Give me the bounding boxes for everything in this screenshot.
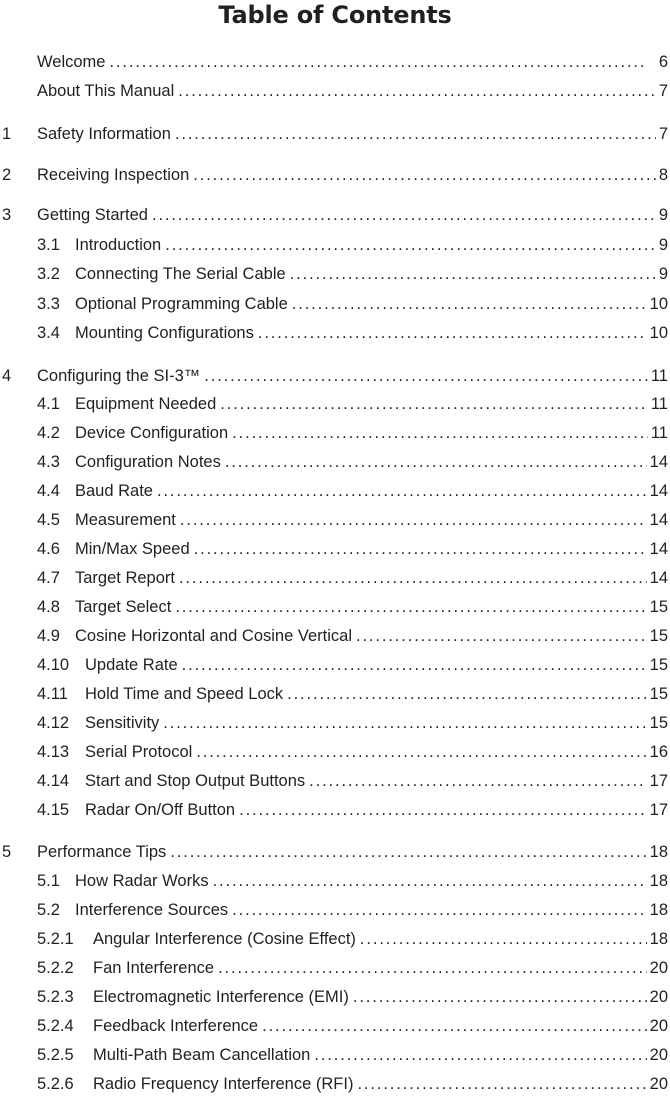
dot-leader — [194, 538, 647, 560]
entry-title — [37, 712, 163, 734]
page-number: 15 — [649, 598, 668, 616]
subsection-number: 3.3 — [37, 295, 60, 313]
entry-title — [37, 123, 175, 145]
page-number: 11 — [650, 395, 668, 413]
page-number: 15 — [649, 685, 668, 703]
page-number: 18 — [649, 872, 668, 890]
dot-leader — [180, 509, 647, 531]
dot-leader — [109, 51, 655, 73]
entry-label: Angular Interference (Cosine Effect) — [93, 930, 356, 948]
subsection-number: 4.8 — [37, 598, 60, 616]
dot-leader — [204, 365, 648, 387]
entry-title — [37, 164, 193, 186]
dot-leader — [353, 986, 647, 1008]
subsection-number: 5.2 — [37, 901, 60, 919]
subsection-number: 4.6 — [37, 540, 60, 558]
entry-label: Target Select — [75, 598, 172, 616]
dot-leader — [165, 234, 656, 256]
dot-leader — [309, 770, 647, 792]
entry-title — [37, 1073, 357, 1095]
toc-entry[interactable] — [0, 234, 670, 256]
entry-title — [37, 451, 225, 473]
entry-label: Configuration Notes — [75, 453, 221, 471]
toc-entry[interactable] — [0, 509, 670, 531]
dot-leader — [220, 393, 648, 415]
subsection-number: 4.1 — [37, 395, 60, 413]
subsection-number: 5.2.2 — [37, 959, 74, 977]
entry-title — [37, 204, 152, 226]
entry-label: How Radar Works — [75, 872, 209, 890]
entry-title — [37, 1044, 314, 1066]
entry-title — [37, 422, 232, 444]
subsection-number: 3.2 — [37, 265, 60, 283]
entry-label: Performance Tips — [37, 843, 167, 861]
entry-title — [37, 799, 239, 821]
dot-leader — [182, 654, 647, 676]
page-number: 20 — [649, 959, 668, 977]
entry-title — [37, 770, 309, 792]
toc-entry[interactable] — [0, 80, 670, 102]
toc-entry[interactable] — [0, 596, 670, 618]
subsection-number: 4.3 — [37, 453, 60, 471]
subsection-number: 4.10 — [37, 656, 70, 674]
entry-label: Equipment Needed — [75, 395, 217, 413]
section-number: 3 — [2, 206, 12, 224]
dot-leader — [357, 1073, 646, 1095]
subsection-number: 5.1 — [37, 872, 60, 890]
page-number: 14 — [649, 511, 668, 529]
dot-leader — [287, 683, 647, 705]
entry-title — [37, 538, 194, 560]
toc-entry[interactable] — [0, 204, 670, 226]
dot-leader — [196, 741, 646, 763]
subsection-number: 4.12 — [37, 714, 70, 732]
page-number: 11 — [650, 424, 668, 442]
dot-leader — [152, 204, 656, 226]
subsection-number: 3.4 — [37, 324, 60, 342]
subsection-number: 4.15 — [37, 801, 70, 819]
dot-leader — [239, 799, 647, 821]
entry-label: Update Rate — [85, 656, 178, 674]
dot-leader — [175, 596, 646, 618]
dot-leader — [258, 322, 647, 344]
subsection-number: 5.2.6 — [37, 1075, 74, 1093]
toc-entry[interactable] — [0, 1044, 670, 1066]
toc-entry[interactable] — [0, 51, 670, 73]
entry-label: Cosine Horizontal and Cosine Vertical — [75, 627, 352, 645]
entry-label: Multi-Path Beam Cancellation — [93, 1046, 311, 1064]
dot-leader — [170, 841, 646, 863]
dot-leader — [218, 957, 647, 979]
page-number: 15 — [649, 627, 668, 645]
toc-entry[interactable] — [0, 625, 670, 647]
toc-entry[interactable] — [0, 986, 670, 1008]
dot-leader — [193, 164, 656, 186]
dot-leader — [178, 80, 656, 102]
entry-label: Target Report — [75, 569, 175, 587]
dot-leader — [262, 1015, 647, 1037]
entry-label: Electromagnetic Interference (EMI) — [93, 988, 349, 1006]
entry-label: Configuring the SI-3™ — [37, 367, 201, 385]
entry-label: Welcome — [37, 53, 106, 71]
entry-title — [37, 596, 175, 618]
page-number: 6 — [658, 53, 668, 71]
entry-title — [37, 51, 109, 73]
section-number: 2 — [2, 166, 12, 184]
toc-entry[interactable] — [0, 123, 670, 145]
toc-entry[interactable] — [0, 365, 670, 387]
dot-leader — [314, 1044, 646, 1066]
page-number: 11 — [650, 367, 668, 385]
dot-leader — [225, 451, 647, 473]
entry-title — [37, 928, 360, 950]
subsection-number: 5.2.5 — [37, 1046, 74, 1064]
page-number: 16 — [649, 743, 668, 761]
entry-title — [37, 1015, 262, 1037]
section-number: 4 — [2, 367, 12, 385]
toc-entry[interactable] — [0, 741, 670, 763]
entry-label: Radar On/Off Button — [85, 801, 236, 819]
page-number: 15 — [649, 714, 668, 732]
entry-title — [37, 509, 180, 531]
entry-title — [37, 899, 232, 921]
subsection-number: 3.1 — [37, 236, 60, 254]
dot-leader — [163, 712, 646, 734]
toc-entry[interactable] — [0, 164, 670, 186]
toc-entry[interactable] — [0, 538, 670, 560]
page-title: Table of Contents — [218, 1, 452, 29]
page-number: 20 — [649, 1046, 668, 1064]
entry-title — [37, 365, 204, 387]
page-number: 10 — [649, 295, 668, 313]
subsection-number: 4.9 — [37, 627, 60, 645]
dot-leader — [232, 899, 646, 921]
toc-entry[interactable] — [0, 799, 670, 821]
entry-title — [37, 870, 213, 892]
toc-entry[interactable] — [0, 422, 670, 444]
entry-label: Receiving Inspection — [37, 166, 190, 184]
entry-title — [37, 683, 287, 705]
entry-title — [37, 322, 258, 344]
page-number: 20 — [649, 988, 668, 1006]
toc-entry[interactable] — [0, 841, 670, 863]
page-number: 18 — [649, 901, 668, 919]
subsection-number: 4.13 — [37, 743, 70, 761]
page-number: 7 — [658, 125, 668, 143]
page-number: 17 — [649, 772, 668, 790]
entry-title — [37, 80, 178, 102]
entry-title — [37, 741, 196, 763]
toc-entry[interactable] — [0, 654, 670, 676]
entry-title — [37, 234, 165, 256]
entry-label: Interference Sources — [75, 901, 229, 919]
subsection-number: 4.7 — [37, 569, 60, 587]
dot-leader — [213, 870, 647, 892]
page-number: 15 — [649, 656, 668, 674]
page-number: 10 — [649, 324, 668, 342]
page-number: 20 — [649, 1017, 668, 1035]
page-number: 9 — [658, 206, 668, 224]
dot-leader — [290, 263, 656, 285]
page-number: 17 — [649, 801, 668, 819]
entry-label: Getting Started — [37, 206, 148, 224]
dot-leader — [292, 293, 647, 315]
dot-leader — [179, 567, 647, 589]
dot-leader — [157, 480, 647, 502]
entry-label: Min/Max Speed — [75, 540, 190, 558]
entry-label: Optional Programming Cable — [75, 295, 288, 313]
entry-label: Introduction — [75, 236, 162, 254]
page-number: 18 — [649, 930, 668, 948]
entry-label: Feedback Interference — [93, 1017, 259, 1035]
subsection-number: 4.4 — [37, 482, 60, 500]
subsection-number: 4.14 — [37, 772, 70, 790]
page-number: 9 — [658, 265, 668, 283]
entry-title — [37, 480, 157, 502]
entry-label: Device Configuration — [75, 424, 229, 442]
page-number: 14 — [649, 482, 668, 500]
entry-label: Baud Rate — [75, 482, 153, 500]
toc-entry[interactable] — [0, 1015, 670, 1037]
entry-label: Measurement — [75, 511, 176, 529]
page-number: 7 — [658, 82, 668, 100]
entry-label: Serial Protocol — [85, 743, 193, 761]
entry-title — [37, 986, 353, 1008]
dot-leader — [175, 123, 656, 145]
page-number: 20 — [649, 1075, 668, 1093]
entry-title — [37, 625, 356, 647]
entry-label: Connecting The Serial Cable — [75, 265, 286, 283]
subsection-number: 5.2.4 — [37, 1017, 74, 1035]
page-number: 8 — [658, 166, 668, 184]
entry-title — [37, 957, 218, 979]
entry-label: Start and Stop Output Buttons — [85, 772, 306, 790]
dot-leader — [232, 422, 648, 444]
dot-leader — [360, 928, 647, 950]
entry-label: Sensitivity — [85, 714, 160, 732]
entry-label: Radio Frequency Interference (RFI) — [93, 1075, 354, 1093]
dot-leader — [356, 625, 647, 647]
page-number: 14 — [649, 569, 668, 587]
section-number: 5 — [2, 843, 12, 861]
entry-title — [37, 841, 170, 863]
entry-title — [37, 393, 220, 415]
toc-entry[interactable] — [0, 451, 670, 473]
subsection-number: 5.2.1 — [37, 930, 74, 948]
entry-title — [37, 567, 179, 589]
entry-label: Fan Interference — [93, 959, 215, 977]
subsection-number: 5.2.3 — [37, 988, 74, 1006]
toc-entry[interactable] — [0, 567, 670, 589]
page-number: 14 — [649, 540, 668, 558]
toc-entry[interactable] — [0, 683, 670, 705]
toc-entry[interactable] — [0, 393, 670, 415]
page-number: 14 — [649, 453, 668, 471]
entry-label: Safety Information — [37, 125, 171, 143]
toc-entry[interactable] — [0, 293, 670, 315]
entry-title — [37, 293, 292, 315]
toc-entry[interactable] — [0, 480, 670, 502]
toc-entry[interactable] — [0, 770, 670, 792]
section-number: 1 — [2, 125, 12, 143]
toc-entry[interactable] — [0, 322, 670, 344]
page-number: 18 — [649, 843, 668, 861]
entry-title — [37, 263, 290, 285]
toc-entry[interactable] — [0, 263, 670, 285]
subsection-number: 4.5 — [37, 511, 60, 529]
toc-entry[interactable] — [0, 957, 670, 979]
page-number: 9 — [658, 236, 668, 254]
subsection-number: 4.2 — [37, 424, 60, 442]
entry-title — [37, 654, 182, 676]
toc-entry[interactable] — [0, 1073, 670, 1095]
toc-entry[interactable] — [0, 928, 670, 950]
toc-entry[interactable] — [0, 899, 670, 921]
entry-label: Hold Time and Speed Lock — [85, 685, 284, 703]
entry-label: Mounting Configurations — [75, 324, 254, 342]
toc-entry[interactable] — [0, 712, 670, 734]
subsection-number: 4.11 — [37, 685, 68, 703]
toc-entry[interactable] — [0, 870, 670, 892]
entry-label: About This Manual — [37, 82, 175, 100]
